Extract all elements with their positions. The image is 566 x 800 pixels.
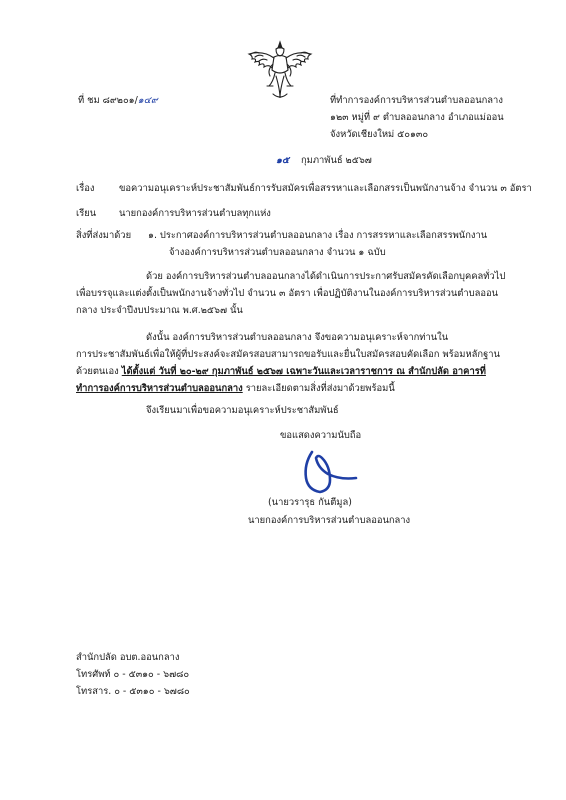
signatory-position: นายกองค์การบริหารส่วนตำบลออนกลาง [248, 515, 411, 526]
enclosure-label: สิ่งที่ส่งมาด้วย [76, 230, 132, 241]
letter-date [276, 155, 372, 167]
paragraph2-line1: ดังนั้น องค์การบริหารส่วนตำบลออนกลาง จึงขอความอนุเคราะห์จากท่านใน [146, 332, 449, 343]
enclosure-line1: ๑. ประกาศองค์การบริหารส่วนตำบลออนกลาง เรื่อง การสรรหาและเลือกสรรพนักงาน [148, 230, 488, 241]
recipient-text: นายกองค์การบริหารส่วนตำบลทุกแห่ง [119, 208, 271, 219]
paragraph2-line2: การประชาสัมพันธ์เพื่อให้ผู้ที่ประสงค์จะสมัครสอบสามารถขอรับและยื่นใบสมัครสอบคัดเลือก พร้อมหลักฐาน [76, 349, 500, 360]
signatory-name: (นายวรารุธ กันตีมูล) [268, 497, 352, 508]
enclosure-line2: จ้างองค์การบริหารส่วนตำบลออนกลาง จำนวน ๑ ฉบับ [169, 247, 386, 258]
closing-regards: ขอแสดงความนับถือ [280, 430, 362, 441]
date-month-year: กุมภาพันธ์ ๒๕๖๗ [300, 155, 372, 166]
paragraph1-line2: เพื่อบรรจุและแต่งตั้งเป็นพนักงานจ้างทั่วไป จำนวน ๓ อัตรา เพื่อปฏิบัติงานในองค์การบริหารส่วนตำบลออน [76, 288, 499, 299]
subject-label: เรื่อง [76, 183, 95, 194]
footer-fax: โทรสาร. ๐ - ๕๓๑๐ - ๖๗๘๐ [76, 686, 190, 697]
paragraph2-line3 [76, 366, 486, 378]
date-day-handwritten: ๑๕ [276, 155, 290, 166]
application-venue-emphasis: ทำการองค์การบริหารส่วนตำบลออนกลาง [76, 383, 243, 394]
reference-number [78, 95, 158, 107]
footer-phone: โทรศัพท์ ๐ - ๕๓๑๐ - ๖๗๘๐ [76, 669, 190, 680]
reference-handwritten: ๑๔๙ [137, 95, 158, 106]
paragraph2-line3-normal: ด้วยตนเอง [76, 366, 122, 377]
paragraph3: จึงเรียนมาเพื่อขอความอนุเคราะห์ประชาสัมพันธ์ [146, 405, 339, 416]
application-period-emphasis: ได้ตั้งแต่ วันที่ ๒๐-๒๙ กุมภาพันธ์ ๒๕๖๗ เฉพาะวันและเวลาราชการ ณ สำนักปลัด อาคารที่ [121, 366, 486, 377]
footer-department: สำนักปลัด อบต.ออนกลาง [76, 652, 180, 663]
handwritten-signature-icon [300, 444, 364, 496]
office-address-line3: จังหวัดเชียงใหม่ ๕๐๑๓๐ [330, 129, 429, 140]
paragraph1-line3: กลาง ประจำปีงบประมาณ พ.ศ.๒๕๖๗ นั้น [76, 305, 243, 316]
garuda-emblem-icon [243, 40, 317, 102]
paragraph2-line4-normal: รายละเอียดตามสิ่งที่ส่งมาด้วยพร้อมนี้ [242, 383, 395, 394]
paragraph2-line4 [76, 383, 395, 395]
office-address-line1: ที่ทำการองค์การบริหารส่วนตำบลออนกลาง [330, 95, 503, 106]
office-address-line2: ๑๒๓ หมู่ที่ ๙ ตำบลออนกลาง อำเภอแม่ออน [330, 112, 504, 123]
recipient-label: เรียน [76, 208, 97, 219]
reference-prefix: ที่ ชม ๘๙๒๐๑/ [78, 95, 138, 106]
paragraph1-line1: ด้วย องค์การบริหารส่วนตำบลออนกลางได้ดำเนินการประกาศรับสมัครคัดเลือกบุคคลทั่วไป [146, 271, 506, 282]
subject-text: ขอความอนุเคราะห์ประชาสัมพันธ์การรับสมัครเพื่อสรรหาและเลือกสรรเป็นพนักงานจ้าง จำนวน ๓ อัตรา [119, 183, 532, 194]
